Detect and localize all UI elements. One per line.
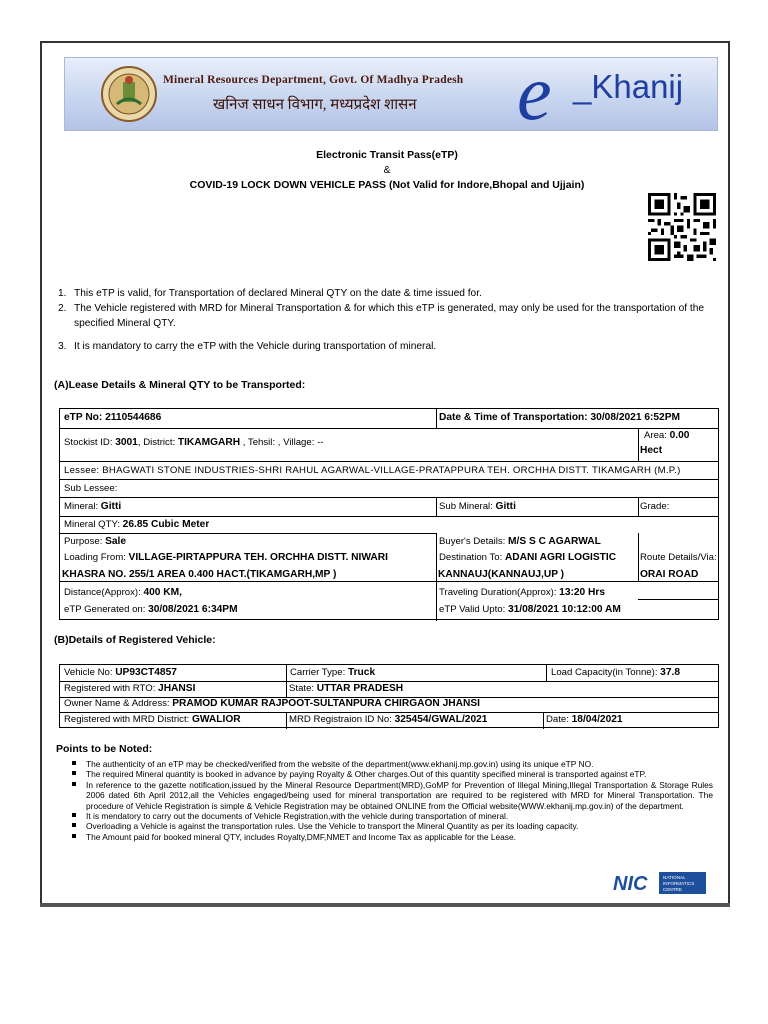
rule-number: 1.: [58, 288, 67, 299]
lessee-details: Lessee: BHAGWATI STONE INDUSTRIES-SHRI RAHUL AGARWAL-VILLAGE-PRATAPPURA TEH. ORCHHA DISTT. TIKAMGARH (M.P.): [64, 465, 681, 476]
rule-item: [58, 301, 722, 331]
point-item: It is mendatory to carry out the documents of Vehicle Registration,with the vehicle during transportation of mineral.: [72, 811, 713, 821]
distance: Distance(Approx): 400 KM,: [64, 587, 182, 598]
title-line-2: COVID-19 LOCK DOWN VEHICLE PASS (Not Valid for Indore,Bhopal and Ujjain): [189, 179, 585, 191]
etp-number: eTP No: 2110544686: [64, 412, 162, 423]
etp-valid-upto: eTP Valid Upto: 31/08/2021 10:12:00 AM: [439, 604, 621, 615]
sub-mineral: Sub Mineral: Gitti: [439, 501, 516, 512]
section-a-heading: (A)Lease Details & Mineral QTY to be Transported:: [54, 379, 306, 391]
etp-generated: eTP Generated on: 30/08/2021 6:34PM: [64, 604, 238, 615]
mineral-quantity: Mineral QTY: 26.85 Cubic Meter: [64, 519, 210, 530]
transport-datetime: Date & Time of Transportation: 30/08/2021 6:52PM: [439, 412, 681, 423]
nic-logo-icon: [611, 871, 707, 895]
rule-text: It is mandatory to carry the eTP with the Vehicle during transportation of mineral.: [74, 341, 437, 352]
destination-line-2: KANNAUJ(KANNAUJ,UP ): [438, 569, 565, 580]
mineral: Mineral: Gitti: [64, 501, 122, 512]
loading-from: Loading From: VILLAGE-PIRTAPPURA TEH. ORCHHA DISTT. NIWARI: [64, 552, 388, 563]
points-list: [72, 759, 713, 842]
point-item: In reference to the gazette notification,issued by the Mineral Resource Department(MRD),GoMP for Prevention of Illegal Mining,Illegal Transportation & Storage Rules 2006 dated 6th April 2012,all the Vehicles engaged/being used for mineral transportation are required to be registered with MRD for Mineral Transportation. The procedure of Vehicle Registration is simple & Vehicle Registration may be obtained ONLINE from the Official website(WWW.ekhanij.mp.gov.in) of the department.: [72, 780, 713, 811]
page-bottom-border: [40, 903, 730, 907]
mrd-district: Registered with MRD District: GWALIOR: [64, 714, 241, 725]
point-item: The required Mineral quantity is booked in advance by paying Royalty & Other charges.Out of this quantity specified mineral is transported against eTP.: [72, 769, 713, 779]
etp-document: [40, 41, 730, 905]
points-title: Points to be Noted:: [56, 743, 153, 755]
point-item: The authenticity of an eTP may be checked/verified from the website of the department(www.ekhanij.mp.gov.in) using its unique eTP NO.: [72, 759, 713, 769]
rule-number: 3.: [58, 341, 67, 352]
point-item: Overloading a Vehicle is against the transportation rules. Use the Vehicle to transport the Mineral Quantity as per its loading capacity.: [72, 821, 713, 831]
lease-details-table: [59, 408, 719, 620]
vehicle-number: Vehicle No: UP93CT4857: [64, 667, 177, 678]
buyer-details: Buyer's Details: M/S S C AGARWAL: [439, 536, 601, 547]
nic-line-3: CENTRE: [663, 887, 682, 892]
header-banner: [64, 57, 718, 131]
destination: Destination To: ADANI AGRI LOGISTIC: [439, 552, 617, 563]
sub-lessee: Sub Lessee:: [64, 483, 118, 494]
carrier-type: Carrier Type: Truck: [290, 667, 376, 678]
nic-logo-letters: NIC: [613, 873, 648, 895]
vehicle-details-table: [59, 664, 719, 728]
mrd-registration-id: MRD Registraion ID No: 325454/GWAL/2021: [289, 714, 488, 725]
area-value: Area: 0.00: [644, 430, 690, 441]
title-ampersand: &: [383, 164, 391, 176]
stockist-district-row: Stockist ID: 3001, District: TIKAMGARH , Tehsil: , Village: --: [64, 437, 324, 448]
nic-line-2: INFORMATICS: [663, 881, 695, 886]
route-value: ORAI ROAD: [640, 569, 699, 580]
registration-date: Date: 18/04/2021: [546, 714, 623, 725]
area-unit: Hect: [640, 445, 663, 456]
vehicle-state: State: UTTAR PRADESH: [289, 683, 404, 694]
registered-rto: Registered with RTO: JHANSI: [64, 683, 196, 694]
route-label: Route Details/Via:: [640, 552, 717, 563]
rule-text: The Vehicle registered with MRD for Mineral Transportation & for which this eTP is generated, may only be used for the transportation of the specified Mineral QTY.: [74, 303, 705, 329]
rule-item: [58, 339, 722, 354]
department-name-hindi: खनिज साधन विभाग, मध्यप्रदेश शासन: [213, 97, 417, 113]
section-b-heading: (B)Details of Registered Vehicle:: [54, 634, 216, 646]
loading-from-line-2: KHASRA NO. 255/1 AREA 0.400 HACT.(TIKAMGARH,MP ): [62, 569, 337, 580]
travel-duration: Traveling Duration(Approx): 13:20 Hrs: [439, 587, 606, 598]
qr-code-icon: [648, 193, 716, 261]
grade: Grade:: [640, 501, 670, 512]
title-line-1: Electronic Transit Pass(eTP): [316, 149, 458, 161]
rule-number: 2.: [58, 303, 67, 314]
purpose: Purpose: Sale: [64, 536, 127, 547]
nic-line-1: NATIONAL: [663, 875, 686, 880]
ekhanij-logo-text: _Khanij: [573, 68, 684, 105]
mp-state-emblem-icon: [99, 64, 159, 124]
load-capacity: Load Capacity(in Tonne): 37.8: [551, 667, 680, 678]
point-item: The Amount paid for booked mineral QTY, includes Royalty,DMF,NMET and Income Tax as applicable for the Lease.: [72, 832, 713, 842]
department-name-english: Mineral Resources Department, Govt. Of Madhya Pradesh: [163, 74, 464, 86]
owner-name-address: Owner Name & Address: PRAMOD KUMAR RAJPOOT-SULTANPURA CHIRGAON JHANSI: [64, 698, 480, 709]
etp-rules-list: [58, 286, 722, 354]
rule-text: This eTP is valid, for Transportation of declared Mineral QTY on the date & time issued for.: [74, 288, 482, 299]
ekhanij-logo-e: e: [517, 57, 552, 131]
rule-item: [58, 286, 722, 301]
